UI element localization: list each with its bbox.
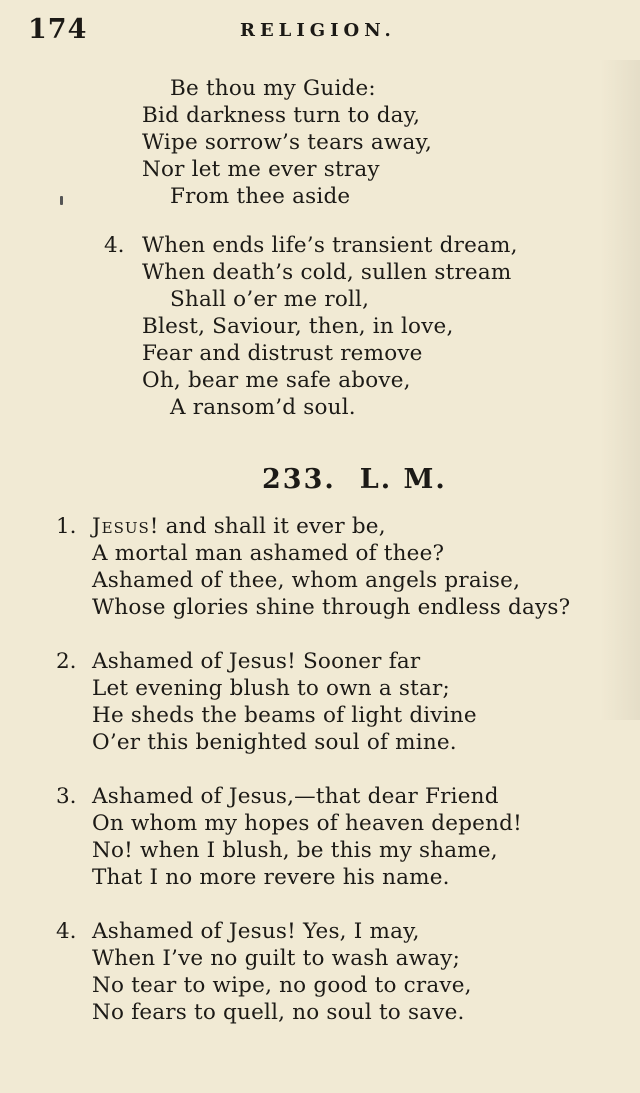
ink-speck	[60, 196, 63, 205]
verse-line: Wipe sorrow’s tears away,	[142, 130, 432, 155]
verse-line: When death’s cold, sullen stream	[142, 260, 512, 285]
verse-line: Nor let me ever stray	[142, 157, 380, 182]
verse-line: Shall o’er me roll,	[170, 287, 370, 312]
stanza-number: 3.	[56, 784, 77, 809]
stanza-number: 4.	[104, 233, 125, 258]
verse-line: He sheds the beams of light divine	[92, 703, 477, 728]
verse-line: Ashamed of Jesus! Sooner far	[92, 649, 421, 674]
verse-line: When I’ve no guilt to wash away;	[92, 946, 461, 971]
verse-line: No tear to wipe, no good to crave,	[92, 973, 472, 998]
verse-line: O’er this benighted soul of mine.	[92, 730, 457, 755]
verse-line: Oh, bear me safe above,	[142, 368, 411, 393]
verse-line: Be thou my Guide:	[170, 76, 376, 101]
verse-line: From thee aside	[170, 184, 351, 209]
hymn-meter: L. M.	[359, 464, 447, 495]
hymn-heading	[262, 464, 447, 495]
hymn-number: 233.	[262, 464, 336, 495]
verse-line: Ashamed of thee, whom angels praise,	[92, 568, 521, 593]
stanza-number: 1.	[56, 514, 77, 539]
verse-line: Whose glories shine through endless days?	[92, 595, 571, 620]
verse-line: Bid darkness turn to day,	[142, 103, 421, 128]
page-number: 174	[28, 14, 88, 45]
verse-line: Jesus! and shall it ever be,	[92, 514, 386, 539]
verse-line: No fears to quell, no soul to save.	[92, 1000, 465, 1025]
stanza-number: 4.	[56, 919, 77, 944]
verse-line: A mortal man ashamed of thee?	[92, 541, 445, 566]
verse-line: That I no more revere his name.	[92, 865, 450, 890]
verse-line: When ends life’s transient dream,	[142, 233, 518, 258]
verse-line: Blest, Saviour, then, in love,	[142, 314, 454, 339]
verse-line: On whom my hopes of heaven depend!	[92, 811, 522, 836]
first-word-small-caps: Jesus	[92, 514, 150, 539]
verse-line: Let evening blush to own a star;	[92, 676, 450, 701]
verse-line: No! when I blush, be this my shame,	[92, 838, 498, 863]
verse-line: Fear and distrust remove	[142, 341, 423, 366]
stanza-number: 2.	[56, 649, 77, 674]
verse-line: A ransom’d soul.	[170, 395, 356, 420]
page-edge-shadow	[600, 60, 640, 720]
running-head: RELIGION.	[240, 20, 396, 41]
verse-line: Ashamed of Jesus! Yes, I may,	[92, 919, 420, 944]
verse-line: Ashamed of Jesus,—that dear Friend	[92, 784, 499, 809]
